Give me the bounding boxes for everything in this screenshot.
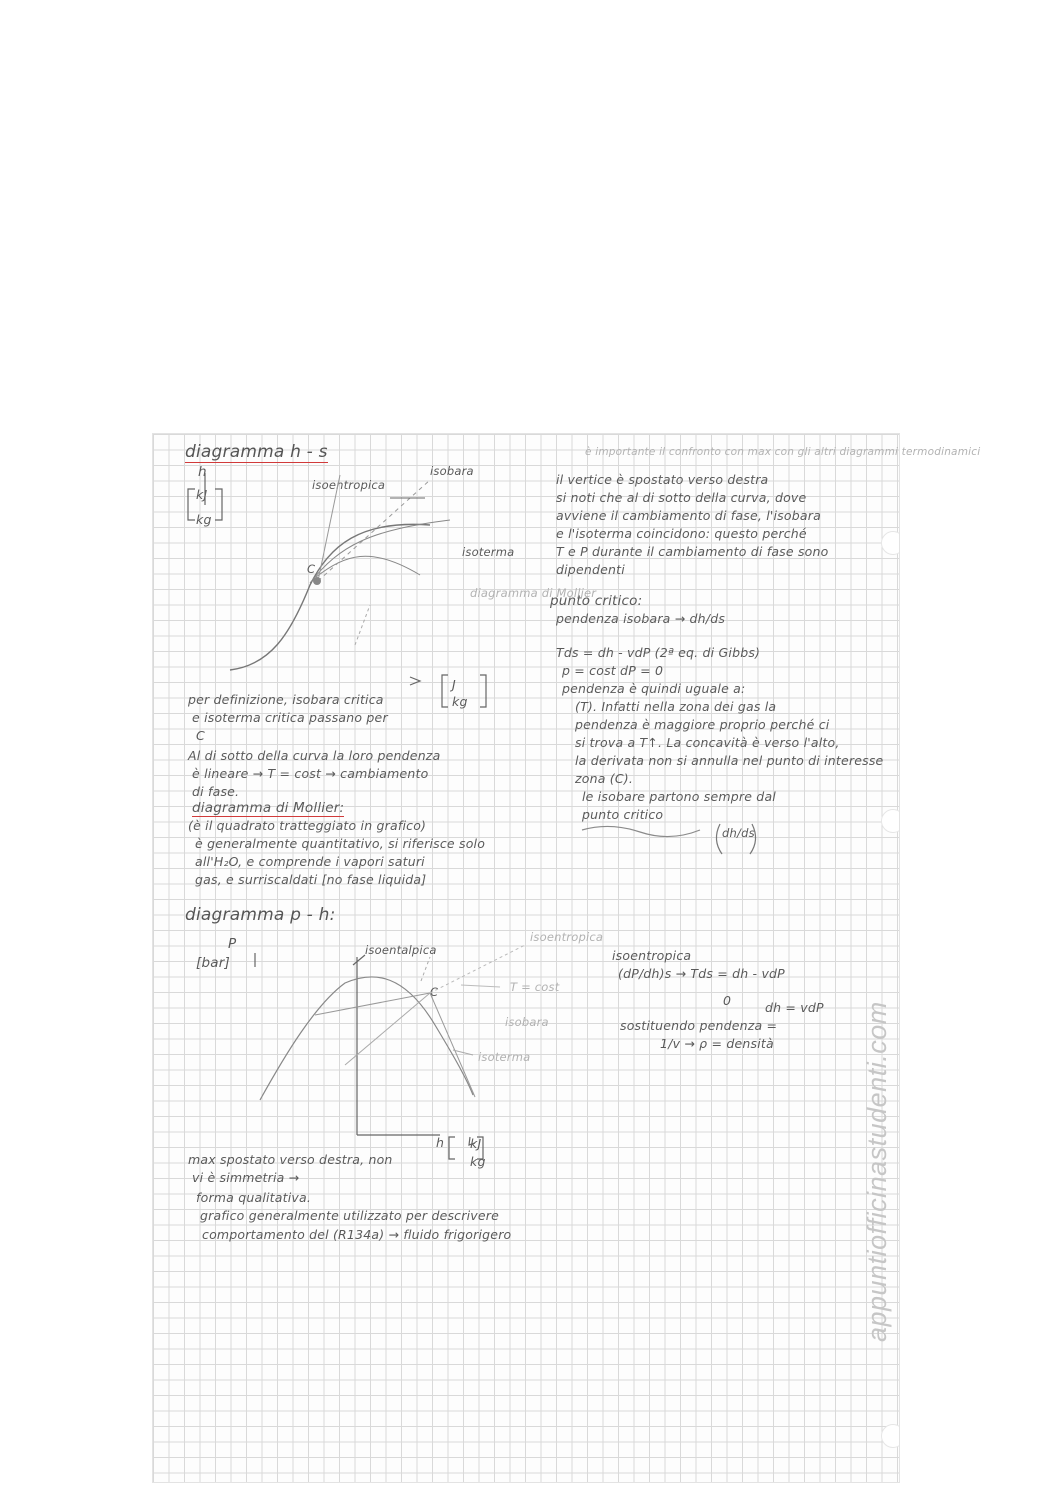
critical-title: punto critico:	[550, 593, 643, 609]
hs-label-isobara: isobara	[430, 464, 474, 478]
text-line: T e P durante il cambiamento di fase sono	[556, 544, 829, 559]
text-line: è generalmente quantitativo, si riferisce solo	[195, 836, 486, 851]
mollier-title: diagramma di Mollier:	[192, 800, 345, 816]
ph-axis-x: h	[436, 1135, 445, 1150]
text-line: comportamento del (R134a) → fluido frigorigero	[202, 1227, 512, 1242]
text-line: grafico generalmente utilizzato per descrivere	[200, 1208, 499, 1223]
text-line: all'H₂O, e comprende i vapori saturi	[195, 854, 425, 869]
text-line: Tds = dh - vdP (2ª eq. di Gibbs)	[556, 645, 761, 660]
ph-label-tcost: T = cost	[510, 980, 560, 994]
ph-label-isobara: isobara	[505, 1015, 549, 1029]
text-line: C	[196, 728, 205, 743]
hs-unit-x-top: J	[452, 677, 456, 692]
isentropica-title: isoentropica	[612, 948, 692, 963]
text-line: forma qualitativa.	[196, 1190, 312, 1205]
ph-title: diagramma p - h:	[185, 905, 336, 925]
scribble	[580, 820, 760, 860]
binder-hole	[881, 531, 900, 555]
text-line: dipendenti	[556, 562, 625, 577]
hs-unit-y-bot: kg	[196, 512, 212, 527]
watermark: appuntiofficinastudenti.com	[862, 1001, 892, 1342]
scribble-note: dh/ds	[722, 826, 755, 840]
hs-label-isentropica: isoentropica	[312, 478, 386, 492]
text-line: e isoterma critica passano per	[192, 710, 388, 725]
ph-diagram	[225, 945, 545, 1160]
text-line: e l'isoterma coincidono: questo perché	[556, 526, 807, 541]
text-line: la derivata non si annulla nel punto di interesse	[575, 753, 884, 768]
text-line: avviene il cambiamento di fase, l'isobara	[556, 508, 821, 523]
text-line: vi è simmetria →	[192, 1170, 300, 1185]
faint-note: è importante il confronto con max con gli altri diagrammi termodinamici	[585, 446, 981, 458]
zero-label: 0	[723, 993, 732, 1008]
ph-unit-y: [bar]	[196, 955, 230, 971]
ph-unit-x-bot: kg	[470, 1154, 486, 1169]
text-line: max spostato verso destra, non	[188, 1152, 393, 1167]
hs-label-c: C	[307, 562, 316, 576]
sostituendo: sostituendo pendenza =	[620, 1018, 778, 1033]
text-line: p = cost dP = 0	[562, 663, 664, 678]
text-line: pendenza è quindi uguale a:	[562, 681, 746, 696]
densita: 1/v → ρ = densità	[660, 1036, 774, 1051]
text-line: gas, e surriscaldati [no fase liquida]	[195, 872, 427, 887]
hs-title: diagramma h - s	[185, 442, 328, 462]
text-line: punto critico	[582, 807, 664, 822]
text-line: è lineare → T = cost → cambiamento	[192, 766, 429, 781]
text-line: pendenza isobara → dh/ds	[556, 611, 726, 626]
hs-diagram	[180, 465, 510, 715]
ph-label-isoentalpica: isoentalpica	[365, 943, 437, 957]
hs-axis-y: h	[198, 464, 207, 480]
text-line: (T). Infatti nella zona dei gas la	[575, 699, 777, 714]
text-line: di fase.	[192, 784, 240, 799]
dh-vdp: dh = vdP	[765, 1000, 824, 1015]
ph-label-c: C	[430, 985, 439, 999]
hs-label-mollier: diagramma di Mollier	[470, 586, 597, 600]
hs-unit-y-top: kJ	[196, 487, 208, 502]
isentropica-expr: (dP/dh)s → Tds = dh - vdP	[618, 966, 785, 981]
binder-hole	[881, 1424, 900, 1448]
hs-unit-x-bot: kg	[452, 694, 468, 709]
text-line: si noti che al di sotto della curva, dove	[556, 490, 807, 505]
text-line: pendenza è maggiore proprio perché ci	[575, 717, 830, 732]
text-line: (è il quadrato tratteggiato in grafico)	[188, 818, 427, 833]
text-line: si trova a T↑. La concavità è verso l'alto,	[575, 735, 840, 750]
text-line: Al di sotto della curva la loro pendenza	[188, 748, 441, 763]
binder-hole	[881, 809, 900, 833]
ph-axis-y: P	[228, 936, 237, 952]
hs-label-isoterma: isoterma	[462, 545, 515, 559]
text-line: per definizione, isobara critica	[188, 692, 384, 707]
ph-label-isoentropica: isoentropica	[530, 930, 604, 944]
text-line: zona (C).	[575, 771, 634, 786]
ph-unit-x-top: kJ	[470, 1136, 482, 1151]
text-line: le isobare partono sempre dal	[582, 789, 776, 804]
text-line: il vertice è spostato verso destra	[556, 472, 769, 487]
ph-label-isoterma: isoterma	[478, 1050, 531, 1064]
